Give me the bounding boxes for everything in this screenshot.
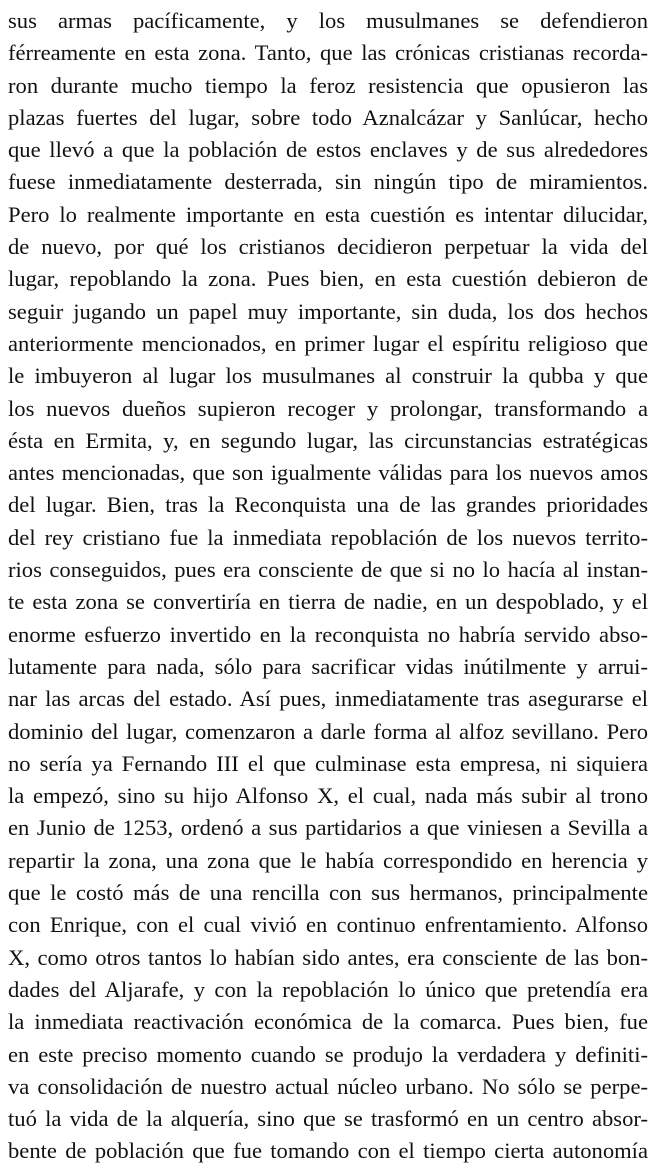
text-line: del lugar. Bien, tras la Reconquista una de las grandes prioridades: [8, 492, 648, 518]
text-line: dades del Aljarafe, y con la repoblación lo único que pretendía era: [8, 976, 648, 1002]
text-line: la inmediata reactivación económica de la comarca. Pues bien, fue: [8, 1009, 648, 1035]
text-line: con Enrique, con el cual vivió en continuo enfrentamiento. Alfonso: [8, 912, 648, 938]
text-line: de nuevo, por qué los cristianos decidieron perpetuar la vida del: [8, 234, 648, 260]
text-line: fuese inmediatamente desterrada, sin ningún tipo de miramientos.: [8, 169, 648, 195]
text-line: dominio del lugar, comenzaron a darle forma al alfoz sevillano. Pero: [8, 718, 648, 744]
text-line: férreamente en esta zona. Tanto, que las crónicas cristianas recorda-: [8, 40, 648, 66]
text-line: nar las arcas del estado. Así pues, inmediatamente tras asegurarse el: [8, 686, 648, 712]
text-line: sus armas pacíficamente, y los musulmanes se defendieron: [8, 8, 648, 33]
text-line: enorme esfuerzo invertido en la reconquista no habría servido abso-: [8, 621, 648, 647]
text-line: la empezó, sino su hijo Alfonso X, el cual, nada más subir al trono: [8, 783, 648, 809]
text-line: va consolidación de nuestro actual núcleo urbano. No sólo se perpe-: [8, 1073, 648, 1099]
body-text: [8, 5, 648, 1168]
text-line: lutamente para nada, sólo para sacrificar vidas inútilmente y arrui-: [8, 653, 648, 679]
text-line: que llevó a que la población de estos enclaves y de sus alrededores: [8, 137, 648, 163]
text-line: los nuevos dueños supieron recoger y prolongar, transformando a: [8, 395, 648, 421]
text-line: Pero lo realmente importante en esta cuestión es intentar dilucidar,: [8, 201, 648, 227]
text-line: no sería ya Fernando III el que culminase esta empresa, ni siquiera: [8, 750, 648, 776]
document-page: [8, 5, 648, 1168]
text-line: rios conseguidos, pues era consciente de que si no lo hacía al instan-: [8, 557, 648, 583]
text-line: bente de población que fue tomando con el tiempo cierta autonomía: [8, 1138, 648, 1164]
text-line: antes mencionadas, que son igualmente válidas para los nuevos amos: [8, 460, 648, 486]
text-line: seguir jugando un papel muy importante, sin duda, los dos hechos: [8, 298, 648, 324]
text-line: le imbuyeron al lugar los musulmanes al construir la qubba y que: [8, 363, 648, 389]
text-line: ron durante mucho tiempo la feroz resistencia que opusieron las: [8, 72, 648, 98]
text-line: en Junio de 1253, ordenó a sus partidarios a que viniesen a Sevilla a: [8, 815, 648, 841]
text-line: anteriormente mencionados, en primer lugar el espíritu religioso que: [8, 330, 648, 356]
text-line: repartir la zona, una zona que le había correspondido en herencia y: [8, 847, 648, 873]
text-line: ésta en Ermita, y, en segundo lugar, las circunstancias estratégicas: [8, 427, 648, 453]
text-line: en este preciso momento cuando se produjo la verdadera y definiti-: [8, 1041, 648, 1067]
text-line: tuó la vida de la alquería, sino que se trasformó en un centro absor-: [8, 1106, 648, 1132]
text-line: plazas fuertes del lugar, sobre todo Aznalcázar y Sanlúcar, hecho: [8, 104, 648, 130]
text-line: del rey cristiano fue la inmediata repoblación de los nuevos territo-: [8, 524, 648, 550]
text-line: lugar, repoblando la zona. Pues bien, en esta cuestión debieron de: [8, 266, 648, 292]
text-line: X, como otros tantos lo habían sido antes, era consciente de las bon-: [8, 944, 648, 970]
text-line: te esta zona se convertiría en tierra de nadie, en un despoblado, y el: [8, 589, 648, 615]
text-line: que le costó más de una rencilla con sus hermanos, principalmente: [8, 880, 648, 906]
